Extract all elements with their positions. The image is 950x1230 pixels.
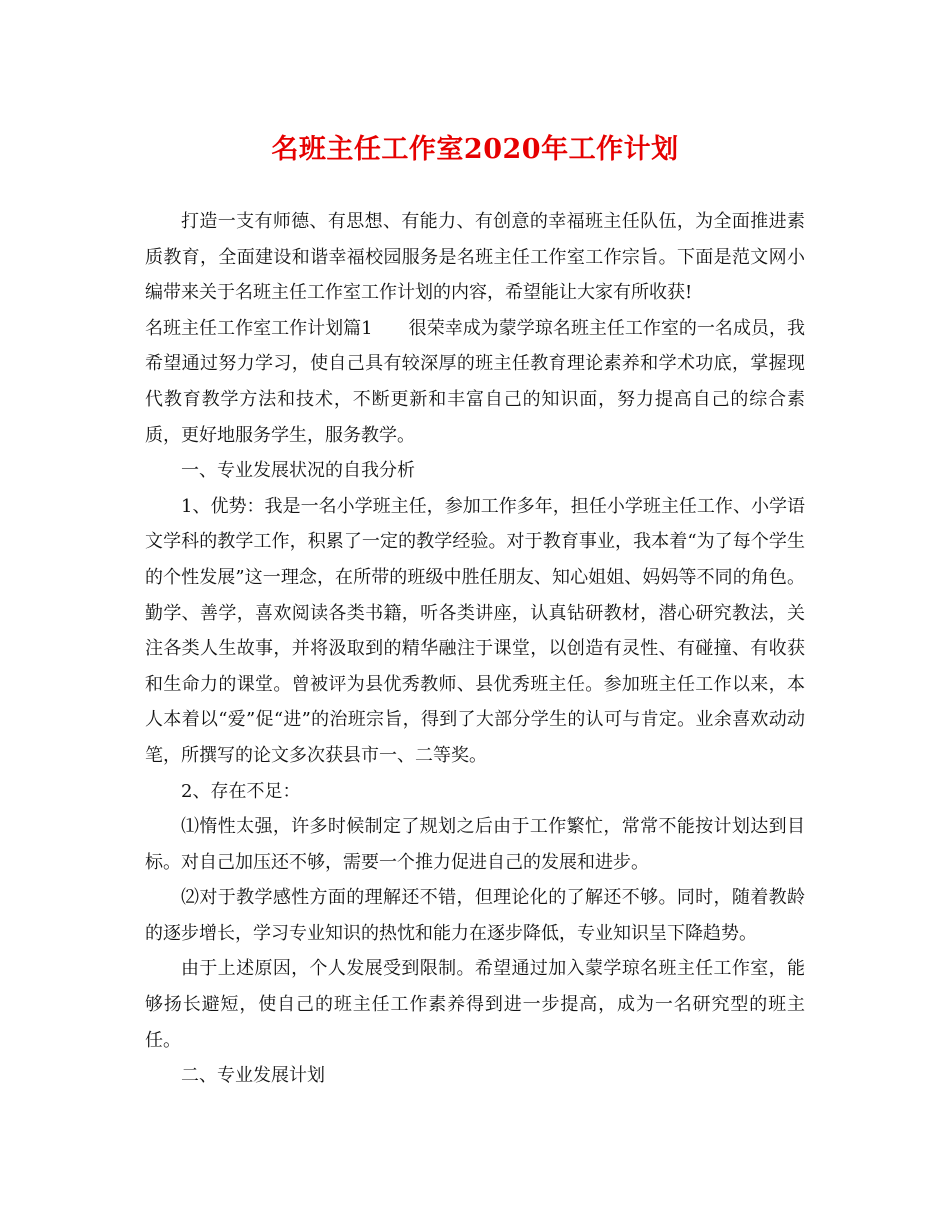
- heading-self-analysis: 一、专业发展状况的自我分析: [181, 460, 415, 482]
- paragraph-shortcoming-2: ⑵对于教学感性方面的理解还不错，但理论化的了解还不够。同时，随着教龄的逐步增长，学习专业知识的热忱和能力在逐步降低，专业知识呈下降趋势。: [145, 887, 805, 944]
- heading-development-plan: 二、专业发展计划: [181, 1065, 325, 1087]
- paragraph-shortcoming-1: ⑴惰性太强，许多时候制定了规划之后由于工作繁忙，常常不能按计划达到目标。对自己加压还不够，需要一个推力促进自己的发展和进步。: [145, 816, 805, 873]
- paragraph-plan-1: 名班主任工作室工作计划篇1 很荣幸成为蒙学琼名班主任工作室的一名成员，我希望通过努力学习，使自己具有较深厚的班主任教育理论素养和学术功底，掌握现代教育教学方法和技术，不断更新和丰富自己的知识面，努力提高自己的综合素质，更好地服务学生，服务教学。: [145, 317, 805, 446]
- paragraph-advantages: 1、优势：我是一名小学班主任，参加工作多年，担任小学班主任工作、小学语文学科的教学工作，积累了一定的教学经验。对于教育事业，我本着“为了每个学生的个性发展”这一理念，在所带的班级中胜任朋友、知心姐姐、妈妈等不同的角色。勤学、善学，喜欢阅读各类书籍，听各类讲座，认真钻研教材，潜心研究教法，关注各类人生故事，并将汲取到的精华融注于课堂，以创造有灵性、有碰撞、有收获和生命力的课堂。曾被评为县优秀教师、县优秀班主任。参加班主任工作以来，本人本着以“爱”促“进”的治班宗旨，得到了大部分学生的认可与肯定。业余喜欢动动笔，所撰写的论文多次获县市一、二等奖。: [145, 495, 805, 766]
- document-title: 名班主任工作室2020年工作计划: [271, 134, 679, 165]
- document-body: [145, 204, 805, 1094]
- heading-shortcomings: 2、存在不足：: [181, 780, 301, 802]
- paragraph-conclusion: 由于上述原因，个人发展受到限制。希望通过加入蒙学琼名班主任工作室，能够扬长避短，使自己的班主任工作素养得到进一步提高，成为一名研究型的班主任。: [145, 958, 805, 1051]
- paragraph-intro: 打造一支有师德、有思想、有能力、有创意的幸福班主任队伍，为全面推进素质教育，全面建设和谐幸福校园服务是名班主任工作室工作宗旨。下面是范文网小编带来关于名班主任工作室工作计划的内容，希望能让大家有所收获!: [145, 211, 805, 304]
